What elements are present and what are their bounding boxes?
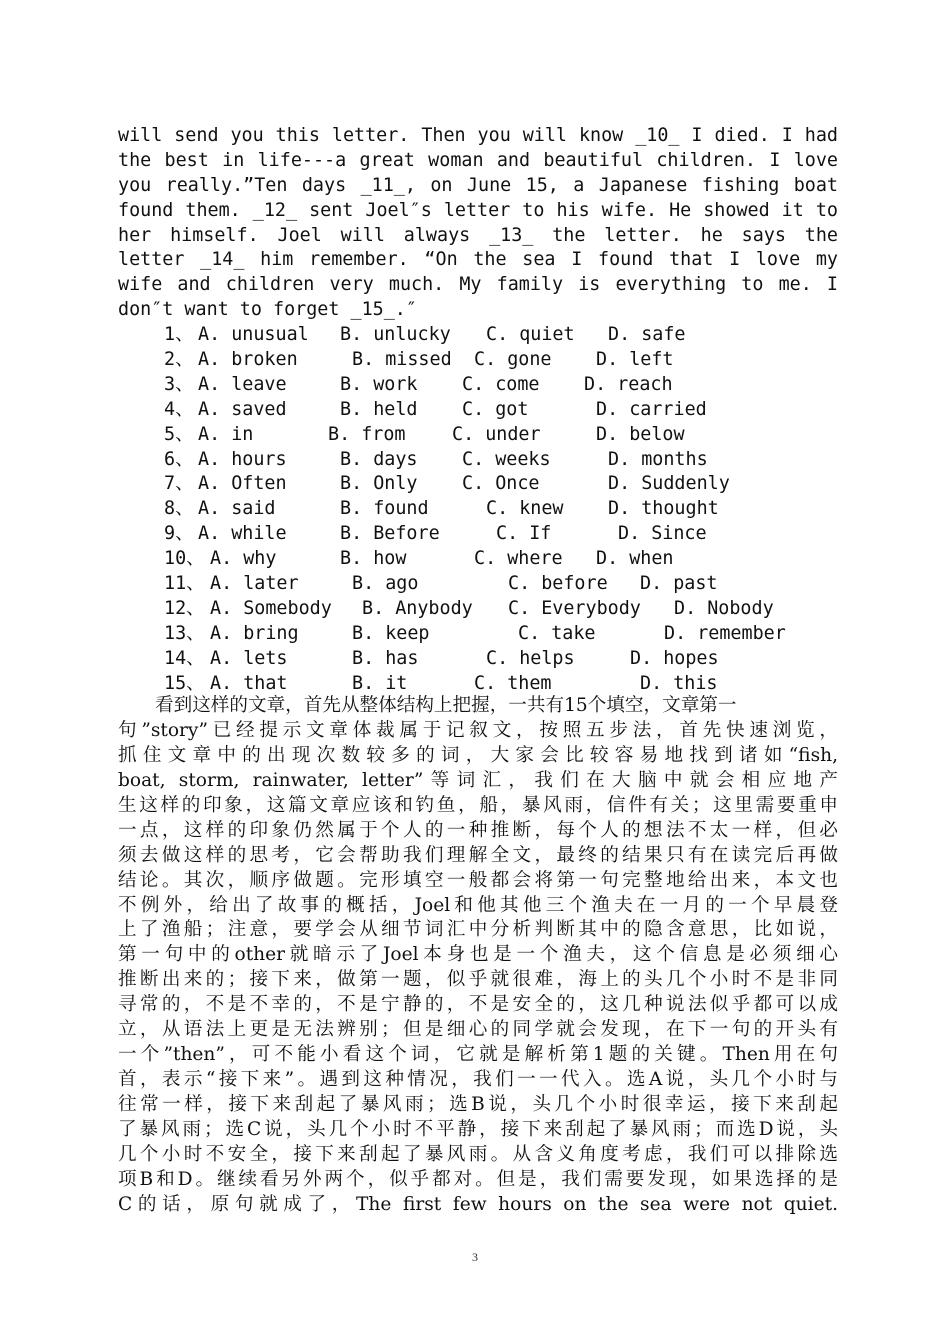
option-a: A. saved [198,398,287,420]
option-row-13 [118,622,838,647]
cloze-passage [118,124,838,696]
option-d: D. left [596,349,674,371]
option-c: C. take [518,622,596,644]
option-d: D. below [596,423,685,445]
option-row-15 [118,672,838,697]
option-c: C. where [474,548,563,570]
option-d: D. Nobody [674,597,774,619]
passage-line: found them. _12_ sent Joel″s letter to his wife. He showed it to [118,199,838,221]
option-a: A. leave [198,373,287,395]
option-d: D. thought [608,498,719,520]
option-d: D. reach [584,373,673,395]
option-d: D. months [608,448,708,470]
option-d: D. carried [596,398,707,420]
question-number: 7、 [164,473,194,495]
option-a: A. broken [198,349,298,371]
option-a: A. in [198,423,254,445]
question-number: 9、 [164,523,194,545]
option-c: C. under [452,423,541,445]
analysis-line: 了暴风雨；选C说，头几个小时不平静，接下来刮起了暴风雨；而选D说，头 [118,1118,838,1140]
analysis-line: 看到这样的文章，首先从整体结构上把握，一共有15个填空，文章第一 [155,695,737,716]
option-row-8 [118,497,838,522]
analysis-line: 首，表示“接下来”。遇到这种情况，我们一一代入。选A说，头几个小时与 [118,1069,838,1091]
option-a: A. said [198,498,276,520]
option-row-12 [118,597,838,622]
question-number: 1、 [164,324,194,346]
analysis-line: 须去做这样的思考，它会帮助我们理解全文，最终的结果只有在读完后再做 [118,844,838,866]
option-c: C. come [462,373,540,395]
option-b: B. ago [352,573,419,595]
passage-line: don″t want to forget _15_.″ [118,299,417,321]
question-number: 3、 [164,373,194,395]
option-row-9 [118,522,838,547]
option-c: C. If [496,523,552,545]
analysis-line: C的话，原句就成了，The first few hours on the sea were not quiet. [118,1193,838,1215]
option-a: A. while [198,523,287,545]
option-b: B. unlucky [340,324,451,346]
question-number: 8、 [164,498,194,520]
question-number: 4、 [164,398,194,420]
option-c: C. them [474,672,552,694]
option-a: A. unusual [198,324,309,346]
option-c: C. Once [462,473,540,495]
analysis-line: 一点，这样的印象仍然属于个人的一种推断，每个人的想法不太一样，但必 [118,819,838,841]
question-number: 15、 [164,672,205,694]
passage-line: her himself. Joel will always _13_ the letter. he says the [118,224,838,246]
option-d: D. Since [618,523,707,545]
analysis-paragraph [118,694,838,1218]
option-b: B. missed [352,349,452,371]
question-number: 5、 [164,423,194,445]
option-a: A. Often [198,473,287,495]
option-row-2 [118,348,838,373]
option-b: B. has [352,647,419,669]
option-c: C. helps [486,647,575,669]
analysis-line: 抓住文章中的出现次数较多的词，大家会比较容易地找到诸如“fish, [118,744,838,766]
option-b: B. it [352,672,408,694]
analysis-line: 不例外，给出了故事的概括，Joel和他其他三个渔夫在一月的一个早晨登 [118,894,838,916]
option-a: A. Somebody [210,597,332,619]
option-d: D. remember [664,622,786,644]
option-a: A. later [210,573,299,595]
option-a: A. why [210,548,277,570]
option-row-5 [118,423,838,448]
analysis-line: 第一句中的other就暗示了Joel本身也是一个渔夫，这个信息是必须细心 [118,944,838,966]
option-c: C. weeks [462,448,551,470]
option-row-14 [118,647,838,672]
option-b: B. Only [340,473,418,495]
option-d: D. safe [608,324,686,346]
analysis-line: 几个小时不安全，接下来刮起了暴风雨。从含义角度考虑，我们可以排除选 [118,1143,838,1165]
option-b: B. days [340,448,418,470]
option-row-6 [118,448,838,473]
analysis-line: 推断出来的；接下来，做第一题，似乎就很难，海上的头几个小时不是非同 [118,969,838,991]
option-d: D. this [640,672,718,694]
analysis-line: 项B和D。继续看另外两个，似乎都对。但是，我们需要发现，如果选择的是 [118,1168,838,1190]
option-d: D. past [640,573,718,595]
passage-line: you really.”Ten days _11_, on June 15, a Japanese fishing boat [118,174,838,196]
option-b: B. Before [340,523,440,545]
option-row-4 [118,398,838,423]
option-row-1 [118,323,838,348]
option-row-3 [118,373,838,398]
question-number: 11、 [164,573,205,595]
page-number: 3 [472,1250,478,1264]
question-number: 6、 [164,448,194,470]
analysis-line: 往常一样，接下来刮起了暴风雨；选B说，头几个小时很幸运，接下来刮起 [118,1094,838,1115]
option-b: B. keep [352,622,430,644]
option-b: B. found [340,498,429,520]
option-a: A. lets [210,647,288,669]
option-row-10 [118,547,838,572]
option-b: B. Anybody [362,597,473,619]
option-c: C. knew [486,498,564,520]
analysis-line: 立，从语法上更是无法辨别；但是细心的同学就会发现，在下一句的开头有 [118,1019,838,1041]
analysis-line: 结论。其次，顺序做题。完形填空一般都会将第一句完整地给出来，本文也 [118,869,838,891]
analysis-line: 生这样的印象，这篇文章应该和钓鱼，船，暴风雨，信件有关；这里需要重申 [118,794,838,816]
question-number: 13、 [164,622,205,644]
question-number: 2、 [164,349,194,371]
option-d: D. when [596,548,674,570]
option-b: B. from [328,423,406,445]
analysis-line: 上了渔船；注意，要学会从细节词汇中分析判断其中的隐含意思，比如说， [118,919,838,941]
analysis-line: 一个”then”，可不能小看这个词，它就是解析第1题的关键。Then用在句 [118,1044,838,1066]
option-c: C. Everybody [508,597,641,619]
option-b: B. held [340,398,418,420]
option-a: A. bring [210,622,299,644]
option-c: C. got [462,398,529,420]
option-a: A. that [210,672,288,694]
passage-line: letter _14_ him remember. “On the sea I found that I love my [118,249,838,271]
option-c: C. gone [474,349,552,371]
option-c: C. quiet [486,324,575,346]
passage-line: wife and children very much. My family is everything to me. I [118,274,838,296]
passage-line: will send you this letter. Then you will know _10_ I died. I had [118,125,838,146]
option-d: D. Suddenly [608,473,730,495]
question-number: 12、 [164,597,205,619]
option-a: A. hours [198,448,287,470]
question-number: 10、 [164,548,205,570]
option-row-7 [118,472,838,497]
analysis-line: 寻常的，不是不幸的，不是宁静的，不是安全的，这几种说法似乎都可以成 [118,994,838,1016]
option-b: B. how [340,548,407,570]
option-b: B. work [340,373,418,395]
option-c: C. before [508,573,608,595]
question-number: 14、 [164,647,205,669]
analysis-line: 句”story”已经提示文章体裁属于记叙文，按照五步法，首先快速浏览， [118,719,838,741]
option-row-11 [118,572,838,597]
option-d: D. hopes [630,647,719,669]
analysis-line: boat, storm, rainwater, letter”等词汇，我们在大脑中就会相应地产 [118,769,838,791]
passage-line: the best in life---a great woman and beautiful children. I love [118,149,838,171]
